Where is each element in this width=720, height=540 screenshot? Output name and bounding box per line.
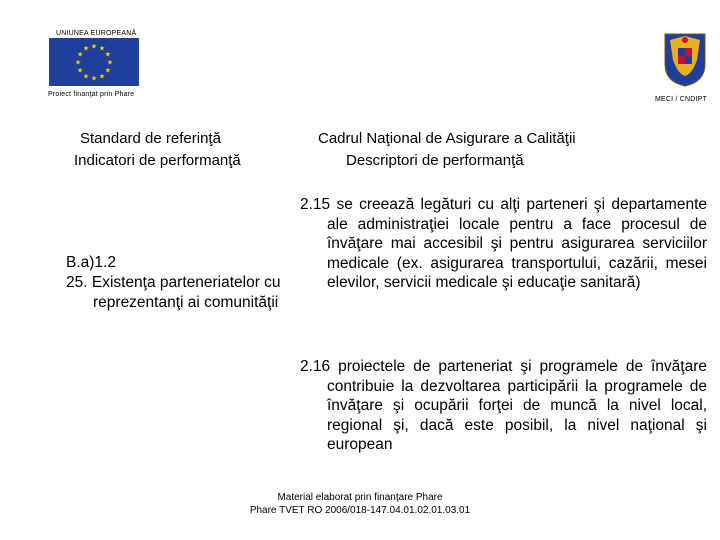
descriptor-2-15: 2.15 se creează legături cu alţi parteneri şi departamente ale administraţiei locale pentru a face procesul de învăţare mai accesibil şi pentru asigurarea serviciilor medicale (ex. asigurarea transportului, cazării, mesei elevilor, servicii medicale şi educaţie sanitară)	[300, 196, 707, 291]
right-column-title: Cadrul Naţional de Asigurare a Calităţii	[318, 130, 576, 147]
right-column-subtitle: Descriptori de performanţă	[346, 152, 524, 169]
left-column-subtitle: Indicatori de performanţă	[74, 152, 241, 169]
eu-star-icon: ★	[98, 44, 106, 53]
eu-star-icon: ★	[104, 50, 112, 59]
footer-funding-note: Material elaborat prin finanţare Phare	[277, 492, 443, 503]
eu-star-icon: ★	[82, 72, 90, 81]
footer-project-code: Phare TVET RO 2006/018-147.04.01.02.01.03.01	[249, 505, 471, 516]
eu-star-icon: ★	[76, 66, 84, 75]
left-column-title: Standard de referinţă	[80, 130, 221, 147]
romania-coat-of-arms-logo	[662, 30, 708, 88]
eu-flag-logo	[49, 38, 139, 86]
eu-star-icon: ★	[76, 50, 84, 59]
eu-star-icon: ★	[90, 74, 98, 83]
eu-star-icon: ★	[82, 44, 90, 53]
standard-code: B.a)1.2	[66, 254, 116, 271]
eu-star-icon: ★	[90, 42, 98, 51]
descriptor-2-16: 2.16 proiectele de parteneriat şi programele de învăţare contribuie la dezvoltarea participării la programele de învăţare şi ocupării forţei de muncă la nivel local, regional şi, dacă este posibil, la nivel naţional şi european	[300, 358, 707, 453]
eu-star-icon: ★	[98, 72, 106, 81]
phare-label: Proiect finanţat prin Phare	[48, 91, 135, 98]
ministry-label: MECI / CNDIPT	[655, 96, 707, 103]
eu-star-icon: ★	[104, 66, 112, 75]
eu-label: UNIUNEA EUROPEANĂ	[56, 30, 137, 37]
performance-indicator: 25. Existenţa parteneriatelor cu reprezentanţi ai comunităţii	[66, 274, 281, 311]
eu-star-icon: ★	[106, 58, 114, 67]
eu-star-icon: ★	[74, 58, 82, 67]
